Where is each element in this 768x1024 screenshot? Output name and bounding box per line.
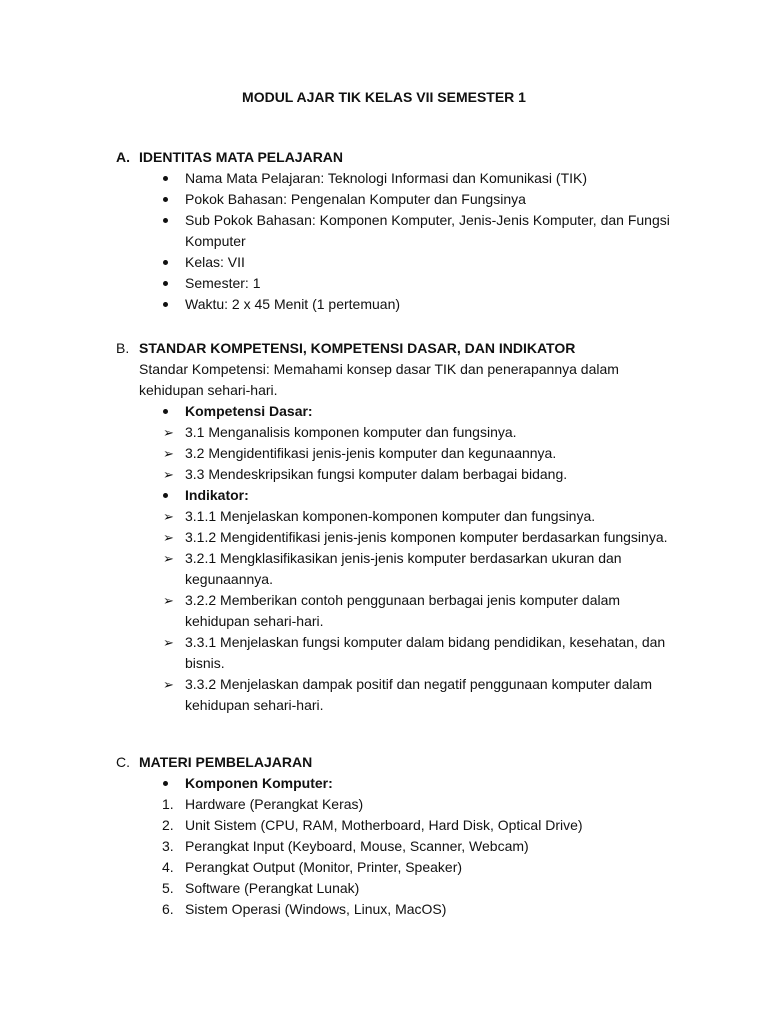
section-a-letter: A. <box>116 149 130 165</box>
list-item: 1. Hardware (Perangkat Keras) <box>116 794 686 815</box>
list-item: Kelas: VII <box>116 252 686 273</box>
list-item: ➢ 3.3.2 Menjelaskan dampak positif dan negatif penggunaan komputer dalam kehidupan sehari-hari. <box>163 676 652 713</box>
standar-kompetensi-text: Standar Kompetensi: Memahami konsep dasar TIK dan penerapannya dalam kehidupan sehari-hari. <box>139 361 619 398</box>
list-item: ➢ 3.1 Menganalisis komponen komputer dan fungsinya. <box>116 422 686 443</box>
bullet-dot-icon <box>163 773 175 794</box>
bullet-dot-icon <box>163 294 175 315</box>
bullet-dot-icon <box>163 273 175 294</box>
section-b-list <box>116 401 686 716</box>
bullet-dot-icon <box>163 189 175 210</box>
list-item: ➢ 3.3.1 Menjelaskan fungsi komputer dalam bidang pendidikan, kesehatan, dan bisnis. <box>163 634 666 671</box>
section-a-list <box>116 168 686 315</box>
kd-label: Kompetensi Dasar: <box>116 401 686 422</box>
indikator-label: Indikator: <box>116 485 686 506</box>
section-b-heading: STANDAR KOMPETENSI, KOMPETENSI DASAR, DAN INDIKATOR <box>139 340 576 356</box>
bullet-dot-icon <box>163 485 175 506</box>
section-standar <box>116 338 686 716</box>
bullet-dot-icon <box>163 401 175 422</box>
arrow-bullet-icon: ➢ <box>163 593 174 608</box>
komponen-label: Komponen Komputer: <box>116 773 686 794</box>
arrow-bullet-icon: ➢ <box>163 635 174 650</box>
list-item: 6. Sistem Operasi (Windows, Linux, MacOS) <box>116 899 686 920</box>
section-c-heading: MATERI PEMBELAJARAN <box>139 754 313 770</box>
section-c-letter: C. <box>116 754 130 770</box>
bullet-dot-icon <box>163 210 175 231</box>
list-number: 5. <box>162 880 174 896</box>
list-item: 2. Unit Sistem (CPU, RAM, Motherboard, Hard Disk, Optical Drive) <box>116 815 686 836</box>
list-item: ➢ 3.3 Mendeskripsikan fungsi komputer dalam berbagai bidang. <box>116 464 686 485</box>
list-item: 5. Software (Perangkat Lunak) <box>116 878 686 899</box>
arrow-bullet-icon: ➢ <box>163 551 174 566</box>
arrow-bullet-icon: ➢ <box>163 530 174 545</box>
list-item: ➢ 3.2 Mengidentifikasi jenis-jenis komputer dan kegunaannya. <box>116 443 686 464</box>
list-item: Waktu: 2 x 45 Menit (1 pertemuan) <box>116 294 686 315</box>
list-item: 3. Perangkat Input (Keyboard, Mouse, Scanner, Webcam) <box>116 836 686 857</box>
list-item: ➢ 3.2.2 Memberikan contoh penggunaan berbagai jenis komputer dalam kehidupan sehari-hari. <box>163 592 621 629</box>
section-b-header <box>116 338 686 359</box>
section-c-header <box>116 752 686 773</box>
section-a-header <box>116 147 686 168</box>
list-item: ➢ 3.1.2 Mengidentifikasi jenis-jenis komponen komputer berdasarkan fungsinya. <box>116 527 686 548</box>
bullet-dot-icon <box>163 168 175 189</box>
section-materi <box>116 752 686 920</box>
list-number: 3. <box>162 838 174 854</box>
arrow-bullet-icon: ➢ <box>163 425 174 440</box>
section-c-list <box>116 773 686 920</box>
arrow-bullet-icon: ➢ <box>163 467 174 482</box>
section-a-heading: IDENTITAS MATA PELAJARAN <box>139 149 344 165</box>
list-number: 1. <box>162 796 174 812</box>
section-b-letter: B. <box>116 340 130 356</box>
arrow-bullet-icon: ➢ <box>163 677 174 692</box>
document-title: MODUL AJAR TIK KELAS VII SEMESTER 1 <box>242 89 526 105</box>
list-item: Pokok Bahasan: Pengenalan Komputer dan Fungsinya <box>116 189 686 210</box>
list-item: 4. Perangkat Output (Monitor, Printer, Speaker) <box>116 857 686 878</box>
list-number: 4. <box>162 859 174 875</box>
section-identitas <box>116 147 686 315</box>
list-number: 2. <box>162 817 174 833</box>
arrow-bullet-icon: ➢ <box>163 446 174 461</box>
list-item: ➢ 3.1.1 Menjelaskan komponen-komponen komputer dan fungsinya. <box>116 506 686 527</box>
list-item: Nama Mata Pelajaran: Teknologi Informasi dan Komunikasi (TIK) <box>116 168 686 189</box>
list-item: Semester: 1 <box>116 273 686 294</box>
bullet-dot-icon <box>163 252 175 273</box>
arrow-bullet-icon: ➢ <box>163 509 174 524</box>
list-number: 6. <box>162 901 174 917</box>
list-item: ➢ 3.2.1 Mengklasifikasikan jenis-jenis komputer berdasarkan ukuran dan kegunaannya. <box>163 550 622 587</box>
list-item: Sub Pokok Bahasan: Komponen Komputer, Jenis-Jenis Komputer, dan Fungsi Komputer <box>116 210 686 252</box>
